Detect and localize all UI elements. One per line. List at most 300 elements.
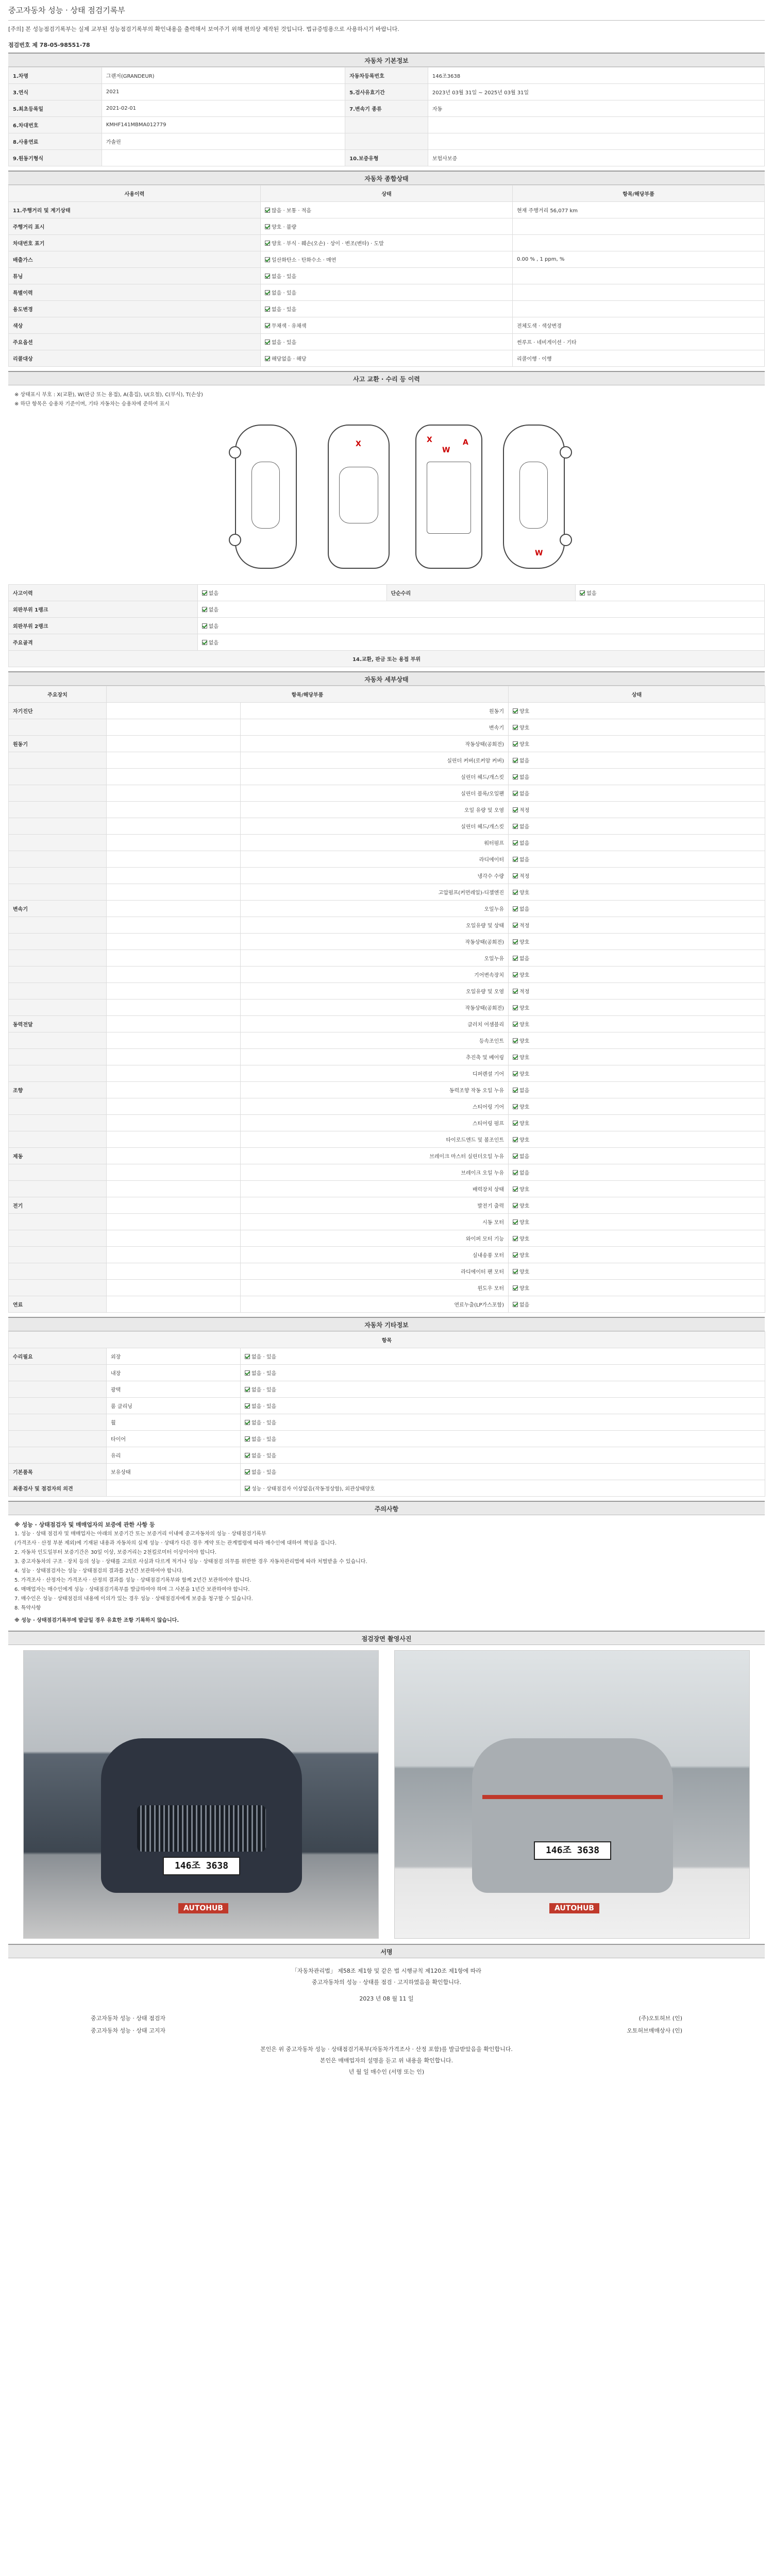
notes-line: 6. 매매업자는 매수인에게 성능 · 상태점검기록부를 발급하여야 하며 그 사본을 1년간 보관하여야 합니다. — [14, 1587, 250, 1592]
section-notes: 주의사항 — [8, 1501, 765, 1515]
checkbox-icon[interactable] — [513, 857, 518, 862]
detail-spacer — [107, 1131, 241, 1148]
basic-row — [9, 150, 765, 166]
checkbox-icon[interactable] — [513, 1071, 518, 1076]
detail-status — [509, 884, 765, 901]
damage-mark: X — [427, 436, 432, 444]
basic-table — [8, 67, 765, 166]
detail-status-text: 없음 — [519, 857, 530, 863]
detail-group — [9, 1131, 107, 1148]
checkbox-icon[interactable] — [513, 1038, 518, 1043]
detail-status-text: 없음 — [519, 1171, 530, 1176]
detail-row — [9, 1049, 765, 1065]
checkbox-icon[interactable] — [202, 640, 207, 645]
checkbox-icon[interactable] — [513, 956, 518, 961]
checkbox-icon[interactable] — [513, 1137, 518, 1142]
detail-group — [9, 868, 107, 884]
detail-status — [509, 1280, 765, 1296]
detail-status — [509, 1230, 765, 1247]
basic-row — [9, 67, 765, 84]
checkbox-icon[interactable] — [245, 1469, 250, 1475]
other-status — [241, 1431, 765, 1447]
detail-group — [9, 934, 107, 950]
other-head — [9, 1332, 765, 1348]
checkbox-icon[interactable] — [245, 1453, 250, 1458]
basic-label: 8.사용연료 — [9, 133, 102, 150]
detail-row — [9, 1148, 765, 1164]
other-status-text: 없음 · 있음 — [251, 1387, 277, 1393]
car-rear-lightbar — [482, 1795, 663, 1799]
overall-status-text: 많음 · 보통 · 적음 — [272, 208, 312, 214]
detail-item: 스티어링 기어 — [241, 1098, 509, 1115]
checkbox-icon[interactable] — [245, 1486, 250, 1491]
dealer-label: 중고자동차 성능 · 상태 고지자 — [91, 2027, 165, 2034]
basic-label: 5.검사유효기간 — [345, 84, 428, 100]
detail-spacer — [107, 967, 241, 983]
checkbox-icon[interactable] — [513, 1269, 518, 1274]
detail-spacer — [107, 785, 241, 802]
detail-item: 워터펌프 — [241, 835, 509, 851]
simple-value-text: 없음 — [586, 591, 597, 597]
damage-label: 외판부위 1랭크 — [9, 601, 198, 618]
other-item: 타이어 — [107, 1431, 241, 1447]
detail-row — [9, 835, 765, 851]
overall-status-text: 무채색 · 유채색 — [272, 324, 307, 329]
checkbox-icon[interactable] — [513, 824, 518, 829]
overall-status-text: 일산화탄소 · 탄화수소 · 매연 — [272, 258, 337, 263]
other-status — [241, 1414, 765, 1431]
detail-item: 변속기 — [241, 719, 509, 736]
detail-status-text: 양호 — [519, 1204, 530, 1209]
notes-block — [8, 1515, 765, 1631]
car-front-grille — [137, 1805, 266, 1852]
checkbox-icon[interactable] — [513, 890, 518, 895]
detail-item: 냉각수 수량 — [241, 868, 509, 884]
checkbox-icon[interactable] — [513, 939, 518, 944]
receipt-line-2: 본인은 매매업자의 설명을 듣고 위 내용을 확인합니다. — [320, 2057, 453, 2064]
detail-item: 오일누유 — [241, 901, 509, 917]
damage-value — [197, 634, 764, 651]
overall-row — [9, 235, 765, 251]
detail-spacer — [107, 1181, 241, 1197]
detail-status-text: 양호 — [519, 940, 530, 945]
detail-item: 실린더 블록/오일팬 — [241, 785, 509, 802]
other-group: 수리필요 — [9, 1348, 107, 1365]
accident-row — [9, 585, 765, 601]
detail-status-text: 없음 — [519, 791, 530, 797]
checkbox-icon[interactable] — [513, 1203, 518, 1208]
other-row — [9, 1431, 765, 1447]
sign-line-1: 「자동차관리법」 제58조 제1항 및 같은 법 시행규칙 제120조 제1항에 따라 — [291, 1968, 482, 1974]
detail-status — [509, 1214, 765, 1230]
detail-spacer — [107, 818, 241, 835]
other-status — [241, 1464, 765, 1480]
detail-item: 시동 모터 — [241, 1214, 509, 1230]
overall-row — [9, 251, 765, 268]
checkbox-icon[interactable] — [202, 590, 207, 596]
damage-mark: W — [535, 549, 543, 557]
overall-status-text: 해당없음 · 해당 — [272, 357, 307, 362]
checkbox-icon[interactable] — [245, 1370, 250, 1376]
other-status — [241, 1480, 765, 1497]
detail-group — [9, 785, 107, 802]
other-status-text: 없음 · 있음 — [251, 1354, 277, 1360]
overall-header: 사용이력 — [9, 185, 261, 202]
checkbox-icon[interactable] — [513, 1005, 518, 1010]
detail-spacer — [107, 802, 241, 818]
checkbox-icon[interactable] — [513, 1121, 518, 1126]
detail-row — [9, 983, 765, 999]
accident-label: 사고이력 — [9, 585, 198, 601]
other-group: 최종검사 및 점검자의 의견 — [9, 1480, 107, 1497]
basic-value: KMHF141MBMA012779 — [102, 117, 345, 133]
lift-logo: AUTOHUB — [178, 1903, 228, 1913]
other-row — [9, 1480, 765, 1497]
checkbox-icon[interactable] — [265, 356, 270, 361]
detail-status-text: 양호 — [519, 1121, 530, 1127]
detail-item: 브레이크 오일 누유 — [241, 1164, 509, 1181]
basic-row — [9, 84, 765, 100]
damage-legend — [8, 385, 765, 414]
detail-spacer — [107, 1082, 241, 1098]
detail-row — [9, 802, 765, 818]
detail-status-text: 양호 — [519, 1072, 530, 1077]
checkbox-icon[interactable] — [513, 840, 518, 845]
detail-table — [8, 686, 765, 1313]
photo-rear[interactable] — [394, 1650, 750, 1939]
section-damage: 사고 교환 · 수리 등 이력 — [8, 371, 765, 385]
notes-line: 7. 매수인은 성능 · 상태점검의 내용에 이의가 있는 경우 성능 · 상태점검자에게 보증을 청구할 수 있습니다. — [14, 1596, 253, 1602]
detail-row — [9, 868, 765, 884]
damage-mark: W — [442, 446, 450, 454]
photo-front[interactable] — [23, 1650, 379, 1939]
detail-status — [509, 1032, 765, 1049]
detail-group: 전기 — [9, 1197, 107, 1214]
other-header: 항목 — [9, 1332, 765, 1348]
inspector-value: (주)오토허브 (인) — [638, 2015, 682, 2022]
detail-row — [9, 752, 765, 769]
notes-heading: ※ 성능 · 상태점검자 및 매매업자의 보증에 관한 사항 등 — [14, 1521, 155, 1528]
section-overall: 자동차 종합상태 — [8, 171, 765, 185]
other-status — [241, 1381, 765, 1398]
checkbox-icon[interactable] — [513, 989, 518, 994]
checkbox-icon[interactable] — [513, 1252, 518, 1258]
detail-spacer — [107, 999, 241, 1016]
dealer-value: 오토허브매매상사 (인) — [627, 2027, 682, 2034]
overall-status-text: 양호 · 불량 — [272, 225, 297, 230]
checkbox-icon[interactable] — [265, 257, 270, 262]
overall-label: 튜닝 — [9, 268, 261, 284]
detail-spacer — [107, 917, 241, 934]
detail-status — [509, 769, 765, 785]
detail-status-text: 양호 — [519, 1286, 530, 1292]
section-other: 자동차 기타정보 — [8, 1317, 765, 1331]
overall-label: 용도변경 — [9, 301, 261, 317]
checkbox-icon[interactable] — [513, 725, 518, 730]
car-top-cabin — [339, 467, 378, 523]
detail-group: 변속기 — [9, 901, 107, 917]
checkbox-icon[interactable] — [513, 741, 518, 747]
detail-group: 자기진단 — [9, 703, 107, 719]
basic-row — [9, 117, 765, 133]
checkbox-icon[interactable] — [513, 758, 518, 763]
overall-row — [9, 350, 765, 367]
detail-status — [509, 1115, 765, 1131]
checkbox-icon[interactable] — [265, 224, 270, 229]
detail-group — [9, 983, 107, 999]
overall-note: 0.00 % , 1 ppm, % — [513, 251, 765, 268]
overall-label: 리콜대상 — [9, 350, 261, 367]
other-item: 유리 — [107, 1447, 241, 1464]
detail-group — [9, 1115, 107, 1131]
detail-status-text: 양호 — [519, 1055, 530, 1061]
checkbox-icon[interactable] — [513, 1088, 518, 1093]
detail-group: 제동 — [9, 1148, 107, 1164]
checkbox-icon[interactable] — [245, 1403, 250, 1409]
overall-status-text: 없음 · 있음 — [272, 291, 297, 296]
detail-header: 항목/해당부품 — [107, 686, 509, 703]
detail-status — [509, 785, 765, 802]
detail-spacer — [107, 1065, 241, 1082]
overall-status — [261, 202, 513, 218]
detail-status — [509, 719, 765, 736]
checkbox-icon[interactable] — [513, 1219, 518, 1225]
detail-item: 고압펌프(커먼레일)-디젤엔진 — [241, 884, 509, 901]
checkbox-icon[interactable] — [513, 1187, 518, 1192]
notes-line: 1. 성능 · 상태 점검자 및 매매업자는 아래의 보증기간 또는 보증거리 이내에 중고자동차의 성능 · 상태점검기록부 — [14, 1531, 266, 1537]
overall-status — [261, 350, 513, 367]
wheel-icon — [229, 534, 241, 546]
detail-group — [9, 1214, 107, 1230]
checkbox-icon[interactable] — [513, 1154, 518, 1159]
accident-value-text: 없음 — [208, 591, 219, 597]
damage-value — [197, 601, 764, 618]
overall-note: 리콜이행 · 이행 — [513, 350, 765, 367]
detail-row — [9, 1280, 765, 1296]
overall-note: 현재 주행거리 56,077 km — [513, 202, 765, 218]
checkbox-icon[interactable] — [265, 307, 270, 312]
detail-spacer — [107, 752, 241, 769]
section-detail: 자동차 세부상태 — [8, 671, 765, 686]
damage-value-text: 없음 — [208, 607, 219, 613]
detail-spacer — [107, 1230, 241, 1247]
checkbox-icon[interactable] — [265, 241, 270, 246]
damage-mark: X — [356, 440, 361, 448]
checkbox-icon[interactable] — [245, 1354, 250, 1359]
overall-note — [513, 218, 765, 235]
checkbox-icon[interactable] — [265, 323, 270, 328]
detail-status-text: 적정 — [519, 808, 530, 814]
detail-item: 배력장치 상태 — [241, 1181, 509, 1197]
detail-spacer — [107, 1016, 241, 1032]
checkbox-icon[interactable] — [513, 1236, 518, 1241]
detail-status — [509, 818, 765, 835]
checkbox-icon[interactable] — [513, 972, 518, 977]
checkbox-icon[interactable] — [265, 290, 270, 295]
overall-status — [261, 268, 513, 284]
damage-label: 주요골격 — [9, 634, 198, 651]
overall-status-text: 없음 · 있음 — [272, 307, 297, 313]
detail-group — [9, 802, 107, 818]
basic-value: 그랜저(GRANDEUR) — [102, 67, 345, 84]
other-item — [107, 1480, 241, 1497]
checkbox-icon[interactable] — [245, 1436, 250, 1442]
detail-status — [509, 983, 765, 999]
checkbox-icon[interactable] — [265, 274, 270, 279]
detail-item: 와이퍼 모터 기능 — [241, 1230, 509, 1247]
detail-row — [9, 785, 765, 802]
checkbox-icon[interactable] — [513, 923, 518, 928]
detail-group — [9, 1247, 107, 1263]
notes-line: 2. 자동차 인도일부터 보증기간은 30일 이상, 보증거리는 2천킬로미터 이상이어야 합니다. — [14, 1550, 217, 1555]
detail-spacer — [107, 736, 241, 752]
other-status-text: 없음 · 있음 — [251, 1453, 277, 1459]
checkbox-icon[interactable] — [513, 1055, 518, 1060]
overall-row — [9, 202, 765, 218]
license-plate: 146조 3638 — [163, 1857, 240, 1875]
detail-spacer — [107, 1049, 241, 1065]
checkbox-icon[interactable] — [513, 906, 518, 911]
photo-gallery — [8, 1645, 765, 1944]
overall-note: 전체도색 · 색상변경 — [513, 317, 765, 334]
overall-note — [513, 301, 765, 317]
detail-item: 동력조향 작동 오일 누유 — [241, 1082, 509, 1098]
car-frame-view — [415, 425, 482, 569]
detail-spacer — [107, 1148, 241, 1164]
detail-status — [509, 1148, 765, 1164]
receipt-line-1: 본인은 위 중고자동차 성능 · 상태점검기록부(자동차가격조사 · 산정 포함)를 발급받았음을 확인합니다. — [260, 2046, 513, 2053]
detail-status-text: 양호 — [519, 973, 530, 978]
detail-item: 라디에이터 팬 모터 — [241, 1263, 509, 1280]
detail-group: 조향 — [9, 1082, 107, 1098]
detail-row — [9, 1131, 765, 1148]
detail-group — [9, 835, 107, 851]
detail-status — [509, 901, 765, 917]
notes-line: 8. 특약사항 — [14, 1605, 41, 1611]
detail-item: 실내송풍 모터 — [241, 1247, 509, 1263]
detail-spacer — [107, 1115, 241, 1131]
basic-value — [428, 117, 764, 133]
basic-value: 자동 — [428, 100, 764, 117]
checkbox-icon[interactable] — [580, 590, 585, 596]
checkbox-icon[interactable] — [513, 1104, 518, 1109]
detail-status — [509, 1247, 765, 1263]
notes-line: 3. 중고자동차의 구조 · 장치 등의 성능 · 상태를 고의로 사실과 다르게 적거나 성능 · 상태점검 의무를 위반한 경우 자동차관리법에 따라 처벌받을 수 있습니다. — [14, 1559, 367, 1565]
basic-value: 보험사보증 — [428, 150, 764, 166]
detail-status-text: 적정 — [519, 923, 530, 929]
detail-row — [9, 719, 765, 736]
detail-status-text: 없음 — [519, 758, 530, 764]
detail-status-text: 없음 — [519, 907, 530, 912]
detail-status-text: 양호 — [519, 725, 530, 731]
checkbox-icon[interactable] — [202, 623, 207, 629]
detail-status-text: 없음 — [519, 841, 530, 846]
damage-row — [9, 634, 765, 651]
checkbox-icon[interactable] — [513, 873, 518, 878]
detail-row — [9, 967, 765, 983]
section-photos: 점검장면 촬영사진 — [8, 1631, 765, 1645]
section-signature: 서명 — [8, 1944, 765, 1958]
checkbox-icon[interactable] — [265, 208, 270, 213]
detail-spacer — [107, 1164, 241, 1181]
basic-value — [102, 150, 345, 166]
other-status-text: 없음 · 있음 — [251, 1404, 277, 1410]
detail-row — [9, 884, 765, 901]
damage-value-text: 없음 — [208, 640, 219, 646]
detail-row — [9, 1065, 765, 1082]
basic-label: 3.연식 — [9, 84, 102, 100]
detail-status-text: 양호 — [519, 1006, 530, 1011]
checkbox-icon[interactable] — [245, 1387, 250, 1392]
overall-status-text: 없음 · 있음 — [272, 340, 297, 346]
detail-row — [9, 934, 765, 950]
car-left-side — [235, 425, 297, 569]
checkbox-icon[interactable] — [513, 1170, 518, 1175]
other-group — [9, 1381, 107, 1398]
detail-group — [9, 769, 107, 785]
detail-item: 실린더 헤드/개스킷 — [241, 769, 509, 785]
detail-spacer — [107, 901, 241, 917]
dealer-row — [8, 2024, 765, 2037]
detail-status — [509, 1296, 765, 1313]
basic-label: 5.최초등록일 — [9, 100, 102, 117]
overall-status — [261, 251, 513, 268]
detail-spacer — [107, 1098, 241, 1115]
overall-status-text: 양호 · 부식 · 훼손(오손) · 상이 · 변조(변타) · 도말 — [272, 241, 384, 247]
detail-status — [509, 868, 765, 884]
other-group — [9, 1414, 107, 1431]
detail-item: 추진축 및 베어링 — [241, 1049, 509, 1065]
car-right-side — [503, 425, 565, 569]
detail-row — [9, 1263, 765, 1280]
other-row — [9, 1398, 765, 1414]
overall-label: 특별이력 — [9, 284, 261, 301]
checkbox-icon[interactable] — [513, 708, 518, 714]
checkbox-icon[interactable] — [513, 791, 518, 796]
detail-status — [509, 934, 765, 950]
detail-group — [9, 818, 107, 835]
inspector-label: 중고자동차 성능 · 상태 점검자 — [91, 2015, 165, 2022]
checkbox-icon[interactable] — [513, 1302, 518, 1307]
detail-status-text: 양호 — [519, 1253, 530, 1259]
receipt-block — [8, 2037, 765, 2085]
checkbox-icon[interactable] — [513, 1022, 518, 1027]
checkbox-icon[interactable] — [513, 774, 518, 779]
detail-status — [509, 802, 765, 818]
checkbox-icon[interactable] — [513, 1285, 518, 1291]
detail-status — [509, 835, 765, 851]
detail-item: 윈도우 모터 — [241, 1280, 509, 1296]
checkbox-icon[interactable] — [265, 340, 270, 345]
detail-status-text: 양호 — [519, 1138, 530, 1143]
detail-group: 동력전달 — [9, 1016, 107, 1032]
detail-row — [9, 1214, 765, 1230]
detail-status — [509, 1065, 765, 1082]
detail-spacer — [107, 934, 241, 950]
checkbox-icon[interactable] — [245, 1420, 250, 1425]
checkbox-icon[interactable] — [513, 807, 518, 812]
detail-status-text: 없음 — [519, 775, 530, 781]
detail-row — [9, 1032, 765, 1049]
basic-row — [9, 133, 765, 150]
wheel-icon — [560, 534, 572, 546]
detail-spacer — [107, 1263, 241, 1280]
legend-line-2: ※ 하단 항목은 승용차 기준이며, 기타 자동차는 승용차에 준하여 표시 — [14, 401, 170, 407]
detail-row — [9, 1247, 765, 1263]
other-group — [9, 1398, 107, 1414]
detail-status-text: 없음 — [519, 1302, 530, 1308]
checkbox-icon[interactable] — [202, 607, 207, 612]
